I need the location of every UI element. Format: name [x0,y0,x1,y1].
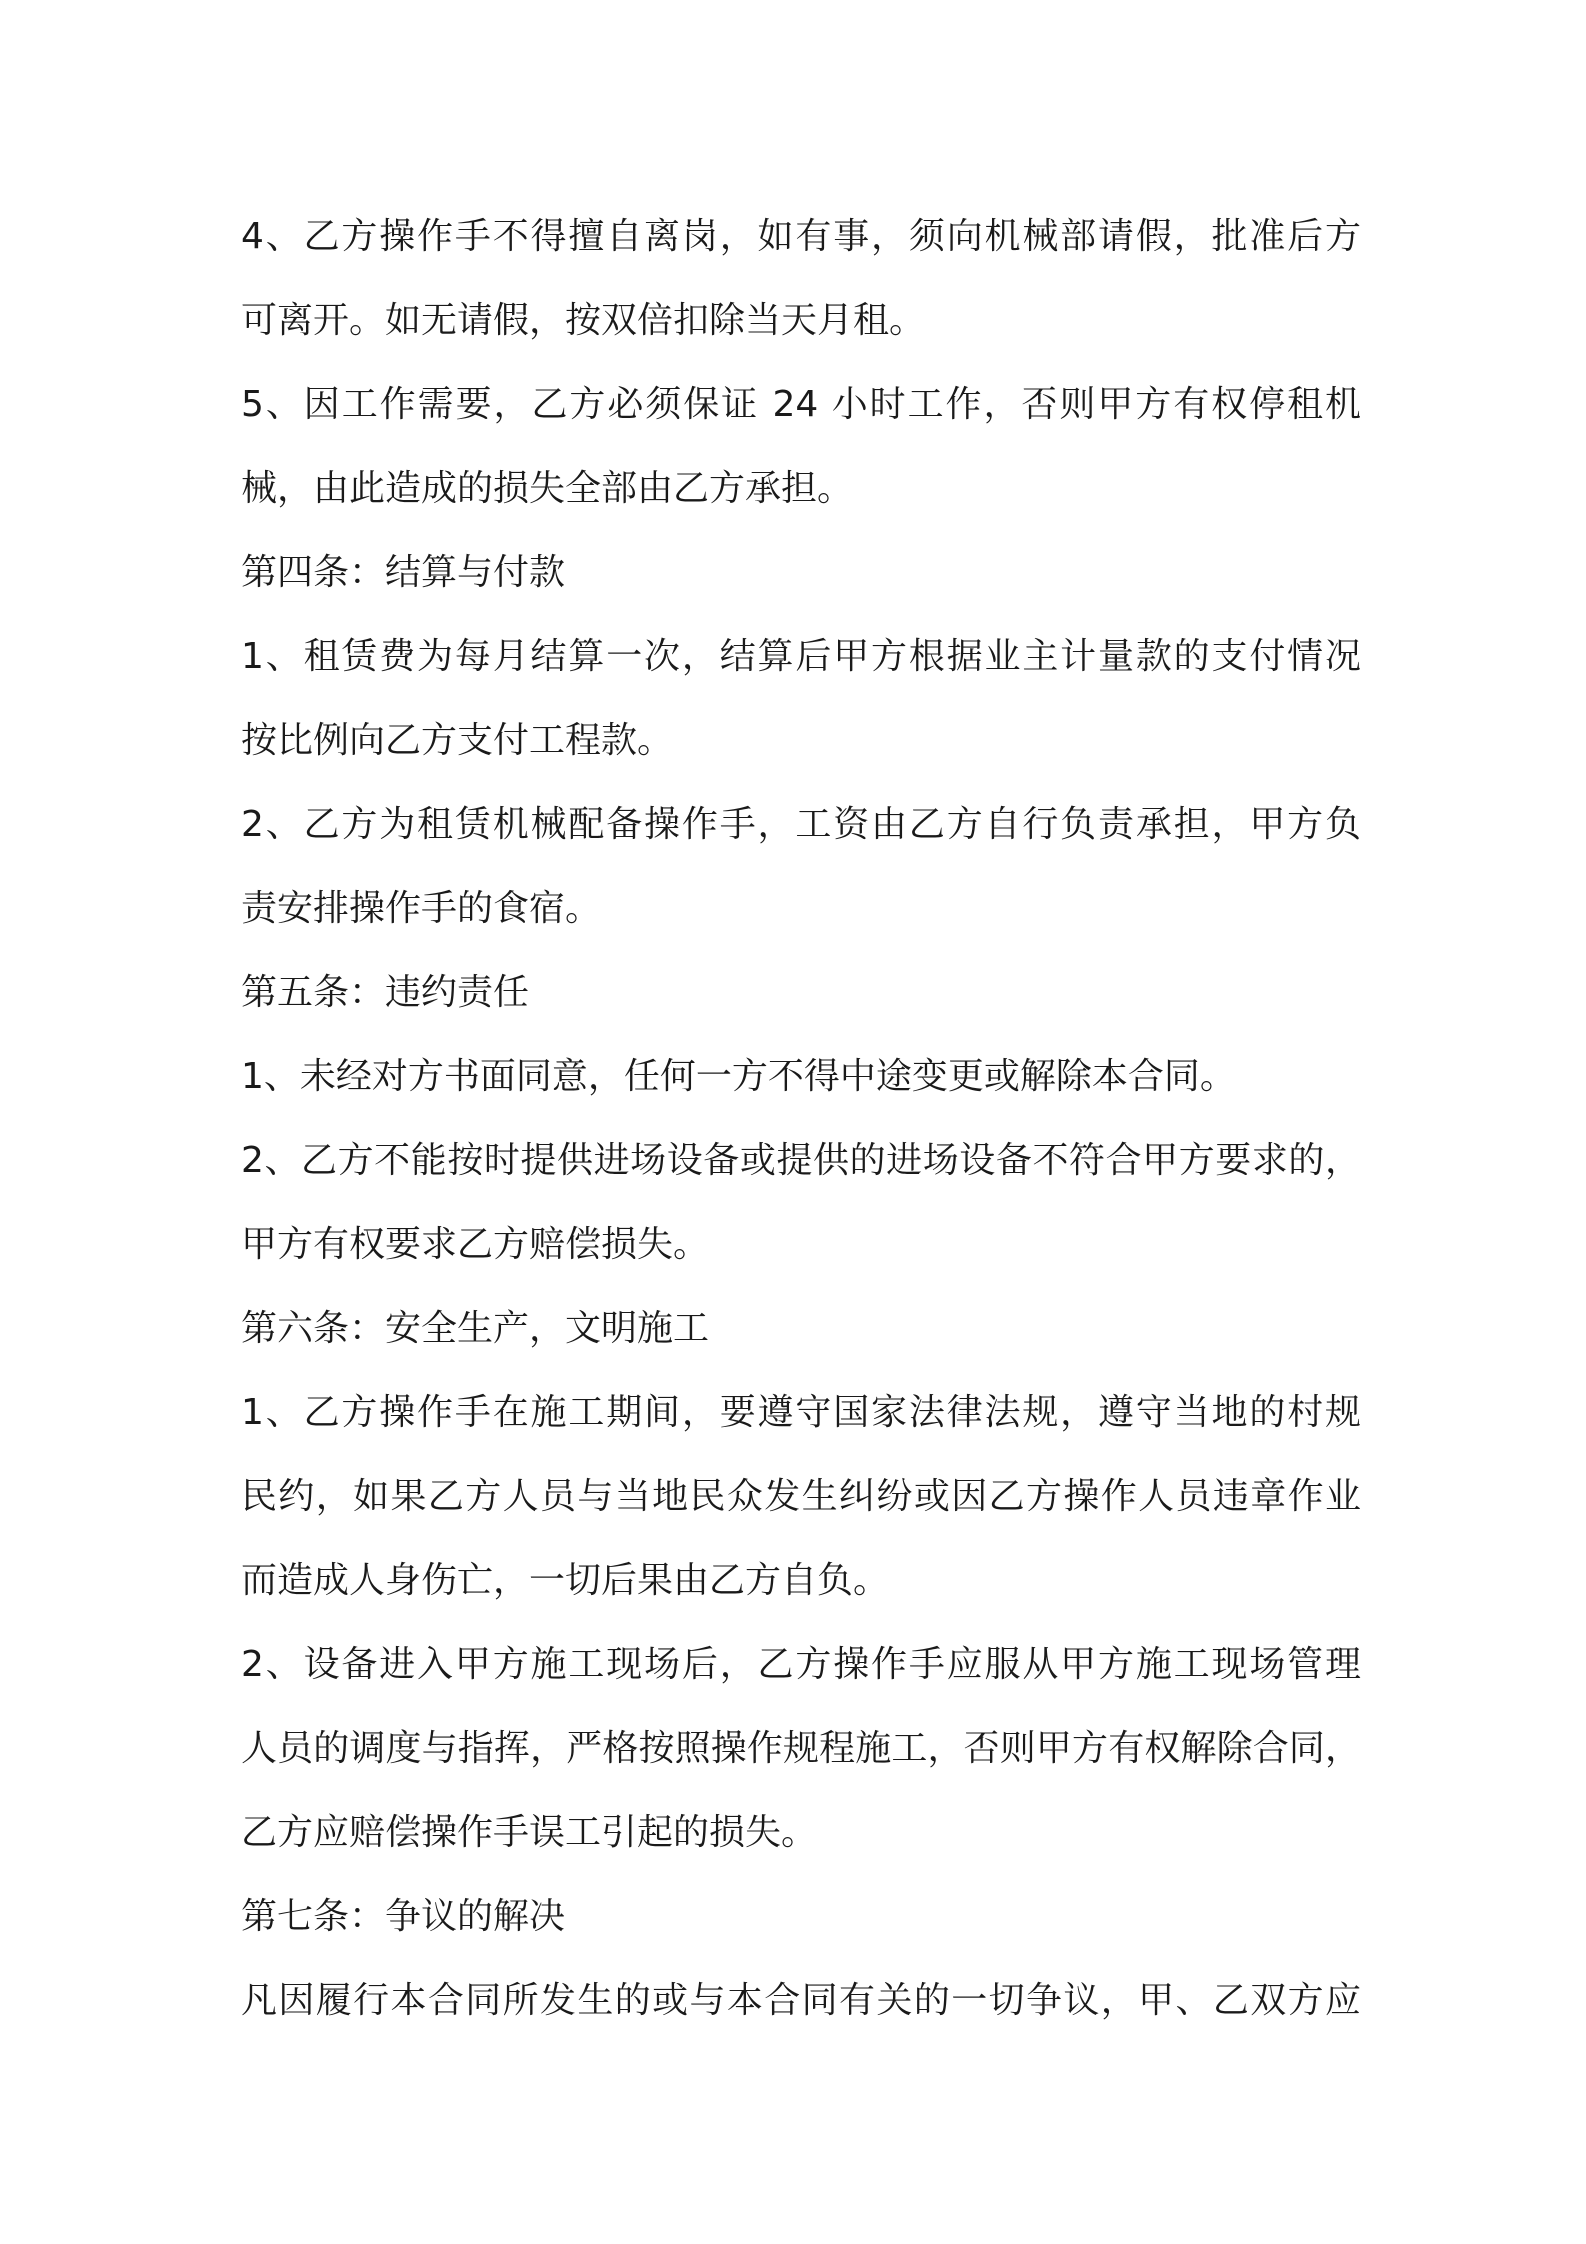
text-line: 2、设备进入甲方施工现场后，乙方操作手应服从甲方施工现场管理 [241,1644,1361,1685]
document-body [241,195,1361,2043]
text-line: 责安排操作手的食宿。 [241,888,602,929]
text-line: 2、乙方为租赁机械配备操作手，工资由乙方自行负责承担，甲方负 [241,804,1361,845]
text-line: 1、乙方操作手在施工期间，要遵守国家法律法规，遵守当地的村规 [241,1392,1361,1433]
text-line: 2、乙方不能按时提供进场设备或提供的进场设备不符合甲方要求的， [241,1140,1361,1181]
text-line: 人员的调度与指挥，严格按照操作规程施工，否则甲方有权解除合同， [241,1728,1361,1769]
text-line: 甲方有权要求乙方赔偿损失。 [241,1224,710,1265]
text-line: 按比例向乙方支付工程款。 [241,720,674,761]
section-heading: 第六条：安全生产，文明施工 [241,1308,710,1349]
text-line: 械，由此造成的损失全部由乙方承担。 [241,468,854,509]
text-line: 凡因履行本合同所发生的或与本合同有关的一切争议，甲、乙双方应 [241,1980,1361,2021]
text-line: 而造成人身伤亡，一切后果由乙方自负。 [241,1560,890,1601]
section-heading: 第五条：违约责任 [241,972,530,1013]
text-line: 4、乙方操作手不得擅自离岗，如有事，须向机械部请假，批准后方 [241,216,1361,257]
text-line: 民约，如果乙方人员与当地民众发生纠纷或因乙方操作人员违章作业 [241,1476,1361,1517]
text-line: 乙方应赔偿操作手误工引起的损失。 [241,1812,818,1853]
text-line: 5、因工作需要，乙方必须保证 24 小时工作，否则甲方有权停租机 [241,384,1361,425]
section-heading: 第七条：争议的解决 [241,1896,566,1937]
text-line: 1、租赁费为每月结算一次，结算后甲方根据业主计量款的支付情况 [241,636,1361,677]
section-heading: 第四条：结算与付款 [241,552,566,593]
text-line: 1、未经对方书面同意，任何一方不得中途变更或解除本合同。 [241,1056,1236,1097]
text-line: 可离开。如无请假，按双倍扣除当天月租。 [241,300,926,341]
